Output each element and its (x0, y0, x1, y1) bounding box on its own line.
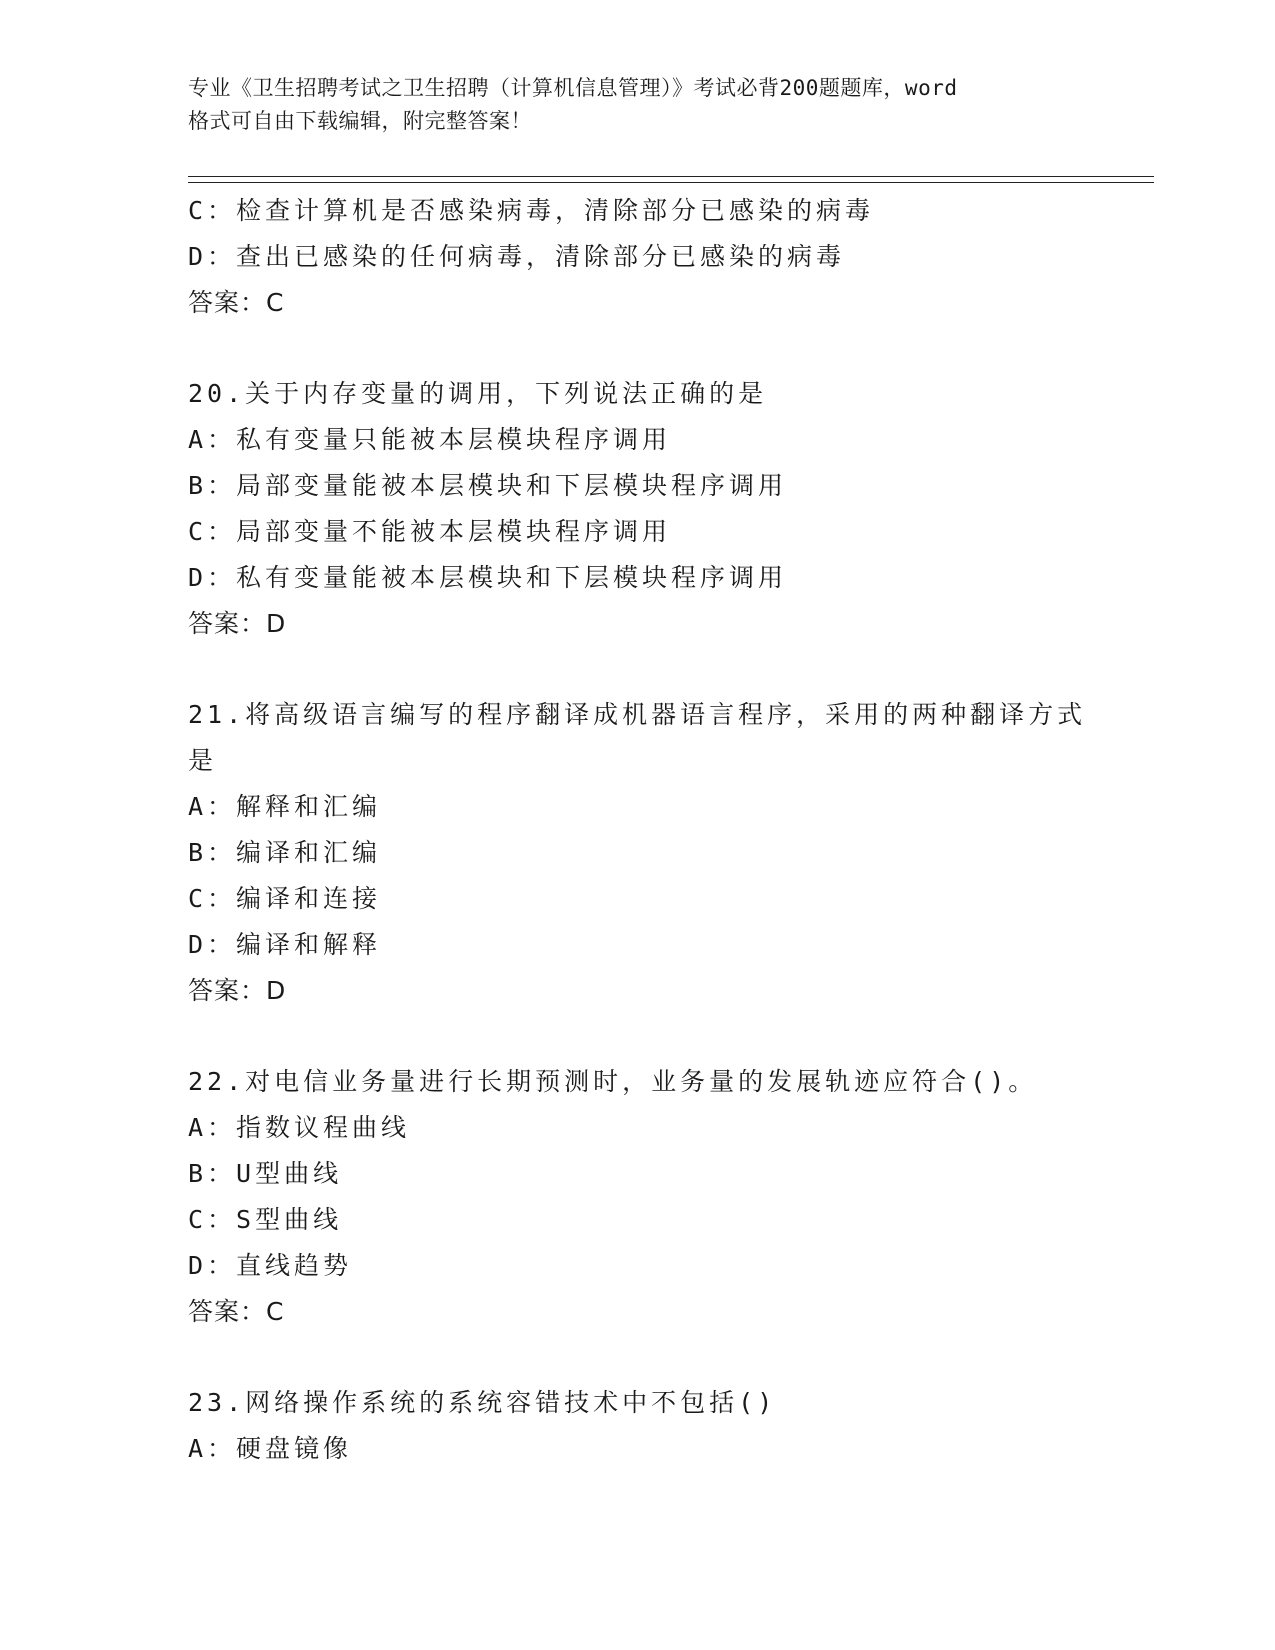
q21-question-line2: 是 (188, 746, 218, 775)
q23-option-a: A：硬盘镜像 (188, 1434, 353, 1463)
q20-option-d: D：私有变量能被本层模块和下层模块程序调用 (188, 563, 788, 592)
q22-option-c: C：S型曲线 (188, 1205, 343, 1234)
question-23 (188, 1380, 1088, 1472)
question-22 (188, 1059, 1088, 1335)
spacer (188, 1335, 1088, 1380)
header-divider-bottom (188, 182, 1154, 183)
question-19 (188, 188, 1088, 326)
q22-answer: 答案：C (188, 1297, 285, 1326)
header-title-line1: 专业《卫生招聘考试之卫生招聘（计算机信息管理）》考试必背200题题库，word (188, 76, 958, 100)
q22-question: 22.对电信业务量进行长期预测时，业务量的发展轨迹应符合()。 (188, 1067, 1038, 1096)
q19-answer: 答案：C (188, 288, 285, 317)
q21-option-a: A：解释和汇编 (188, 792, 382, 821)
q19-option-d: D：查出已感染的任何病毒，清除部分已感染的病毒 (188, 242, 846, 271)
q22-option-d: D：直线趋势 (188, 1251, 353, 1280)
question-20 (188, 371, 1088, 647)
header-divider-top (188, 176, 1154, 177)
spacer (188, 326, 1088, 371)
q22-option-b: B：U型曲线 (188, 1159, 343, 1188)
q19-option-c: C：检查计算机是否感染病毒，清除部分已感染的病毒 (188, 196, 875, 225)
q22-option-a: A：指数议程曲线 (188, 1113, 411, 1142)
q20-answer: 答案：D (188, 609, 287, 638)
document-header (188, 72, 1088, 138)
spacer (188, 647, 1088, 692)
q20-question: 20.关于内存变量的调用，下列说法正确的是 (188, 379, 768, 408)
q21-option-c: C：编译和连接 (188, 884, 382, 913)
spacer (188, 1014, 1088, 1059)
q20-option-b: B：局部变量能被本层模块和下层模块程序调用 (188, 471, 788, 500)
q21-option-d: D：编译和解释 (188, 930, 382, 959)
q21-answer: 答案：D (188, 976, 287, 1005)
q23-question: 23.网络操作系统的系统容错技术中不包括() (188, 1388, 777, 1417)
question-list (188, 188, 1088, 1472)
q21-question-line1: 21.将高级语言编写的程序翻译成机器语言程序，采用的两种翻译方式 (188, 700, 1087, 729)
q21-option-b: B：编译和汇编 (188, 838, 382, 867)
q20-option-a: A：私有变量只能被本层模块程序调用 (188, 425, 672, 454)
header-title-line2: 格式可自由下载编辑，附完整答案！ (188, 109, 532, 133)
question-21 (188, 692, 1088, 1014)
q20-option-c: C：局部变量不能被本层模块程序调用 (188, 517, 672, 546)
